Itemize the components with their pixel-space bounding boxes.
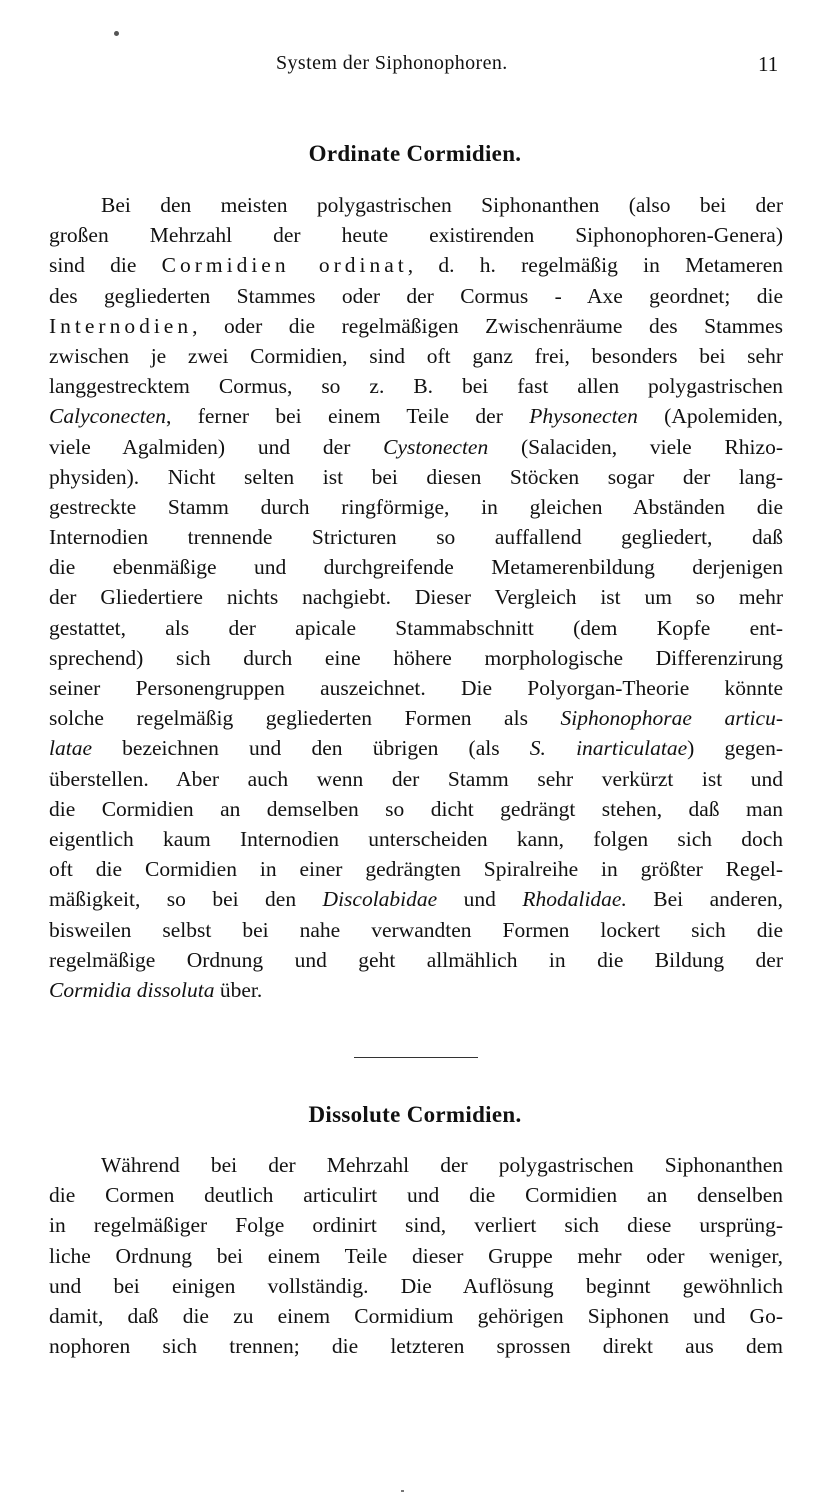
text-line [49, 1301, 783, 1331]
paragraph-dissolute-cormidien [49, 1150, 783, 1361]
text-segment: bisweilen selbst bei nahe verwandten Formen lockert sich die [49, 917, 783, 942]
text-line [49, 492, 783, 522]
text-segment: (Apolemiden, [637, 404, 783, 429]
text-segment: die ebenmäßige und durchgreifende Metamerenbildung derjenigen [49, 555, 783, 580]
text-line [49, 703, 783, 733]
text-segment: regelmäßige Ordnung und geht allmählich in die Bildung der [49, 947, 783, 972]
text-line [49, 582, 783, 612]
text-line [49, 673, 783, 703]
text-line [49, 522, 783, 552]
text-line [49, 401, 783, 431]
text-segment: die Cormen deutlich articulirt und die Cormidien an denselben [49, 1183, 783, 1208]
text-line [49, 220, 783, 250]
text-segment: über. [214, 977, 263, 1002]
running-title: System der Siphonophoren. [276, 52, 508, 74]
text-line [49, 250, 783, 280]
text-line [49, 190, 783, 220]
page-number: 11 [758, 52, 779, 76]
text-line [49, 1150, 783, 1180]
ink-dot [114, 31, 119, 36]
text-line [49, 281, 783, 311]
italic-text-segment: S. inarticulatae [529, 736, 688, 761]
text-line [49, 311, 783, 341]
text-line [49, 1180, 783, 1210]
italic-text-segment: Cystonecten [383, 434, 489, 459]
text-segment: und [437, 887, 523, 912]
text-segment: viele Agalmiden) und der [49, 434, 384, 459]
text-segment: , d. h. regelmäßig in Metameren [407, 253, 783, 278]
text-segment: gestattet, als der apicale Stammabschnitt (dem Kopfe ent- [49, 615, 783, 640]
text-segment: großen Mehrzahl der heute existirenden Siphonophoren-Genera) [49, 223, 783, 248]
spaced-text-segment: Cormidien ordinat [161, 253, 408, 278]
text-segment: des gegliederten Stammes oder der Cormus - Axe geordnet; die [49, 283, 783, 308]
text-segment: oft die Cormidien in einer gedrängten Spiralreihe in größter Regel- [49, 857, 783, 882]
text-line [49, 854, 783, 884]
paragraph-ordinate-cormidien [49, 190, 783, 1005]
text-line [49, 552, 783, 582]
text-segment: liche Ordnung bei einem Teile dieser Gruppe mehr oder weniger, [49, 1243, 783, 1268]
text-line [49, 613, 783, 643]
section-separator-rule [354, 1057, 478, 1058]
spaced-text-segment: Internodien [49, 313, 193, 338]
text-line [49, 1271, 783, 1301]
text-line [49, 915, 783, 945]
text-segment: bezeichnen und den übrigen (als [92, 736, 530, 761]
italic-text-segment: Discolabidae [322, 887, 438, 912]
text-segment: der Gliedertiere nichts nachgiebt. Dieser Vergleich ist um so mehr [49, 585, 783, 610]
text-segment: (Salaciden, viele Rhizo- [488, 434, 783, 459]
italic-text-segment: latae [49, 736, 92, 761]
text-line [49, 945, 783, 975]
text-segment: nophoren sich trennen; die letzteren sprossen direkt aus dem [49, 1334, 783, 1359]
text-line [49, 884, 783, 914]
text-line [49, 1210, 783, 1240]
italic-text-segment: Rhodalidae. [522, 887, 627, 912]
text-segment: und bei einigen vollständig. Die Auflösung beginnt gewöhnlich [49, 1273, 783, 1298]
text-segment: zwischen je zwei Cormidien, sind oft ganz frei, besonders bei sehr [49, 343, 783, 368]
text-segment: überstellen. Aber auch wenn der Stamm sehr verkürzt ist und [49, 766, 783, 791]
text-line [49, 764, 783, 794]
text-line [49, 643, 783, 673]
text-segment: Bei den meisten polygastrischen Siphonanthen (also bei der [101, 193, 783, 217]
text-line [49, 462, 783, 492]
text-segment: , oder die regelmäßigen Zwischenräume des Stammes [192, 313, 783, 338]
text-segment: mäßigkeit, so bei den [49, 887, 323, 912]
text-segment: damit, daß die zu einem Cormidium gehörigen Siphonen und Go- [49, 1303, 783, 1328]
italic-text-segment: Cormidia dissoluta [49, 977, 215, 1002]
text-line [49, 824, 783, 854]
text-line [49, 733, 783, 763]
text-segment: seiner Personengruppen auszeichnet. Die Polyorgan-Theorie könnte [49, 676, 783, 700]
section-heading-dissolute: Dissolute Cormidien. [308, 1102, 522, 1127]
print-speck [401, 1490, 404, 1492]
text-line [49, 1241, 783, 1271]
running-head [0, 52, 830, 82]
text-segment: sind die [49, 253, 162, 278]
italic-text-segment: Calyconecten [49, 404, 167, 429]
text-line [49, 432, 783, 462]
text-line [49, 1331, 783, 1361]
text-segment: sprechend) sich durch eine höhere morphologische Differenzirung [49, 645, 783, 670]
text-segment: physiden). Nicht selten ist bei diesen Stöcken sogar der lang- [49, 464, 783, 489]
text-line [49, 794, 783, 824]
italic-text-segment: Siphonophorae articu- [560, 706, 783, 731]
text-segment: eigentlich kaum Internodien unterscheiden kann, folgen sich doch [49, 826, 783, 851]
text-segment: Internodien trennende Stricturen so auffallend gegliedert, daß [49, 525, 783, 550]
text-segment: Bei anderen, [626, 887, 783, 912]
text-segment: gestreckte Stamm durch ringförmige, in gleichen Abständen die [49, 494, 783, 519]
text-segment: in regelmäßiger Folge ordinirt sind, verliert sich diese ursprüng- [49, 1213, 783, 1238]
text-segment: , ferner bei einem Teile der [166, 404, 530, 429]
text-line [49, 975, 783, 1005]
text-segment: Während bei der Mehrzahl der polygastrischen Siphonanthen [101, 1153, 783, 1177]
text-segment: ) gegen- [687, 736, 783, 761]
text-segment: solche regelmäßig gegliederten Formen als [49, 706, 561, 731]
text-line [49, 341, 783, 371]
text-segment: die Cormidien an demselben so dicht gedrängt stehen, daß man [49, 796, 783, 821]
italic-text-segment: Physonecten [529, 404, 638, 429]
section-heading-ordinate: Ordinate Cormidien. [308, 141, 522, 166]
text-line [49, 371, 783, 401]
text-segment: langgestrecktem Cormus, so z. B. bei fast allen polygastrischen [49, 374, 783, 399]
